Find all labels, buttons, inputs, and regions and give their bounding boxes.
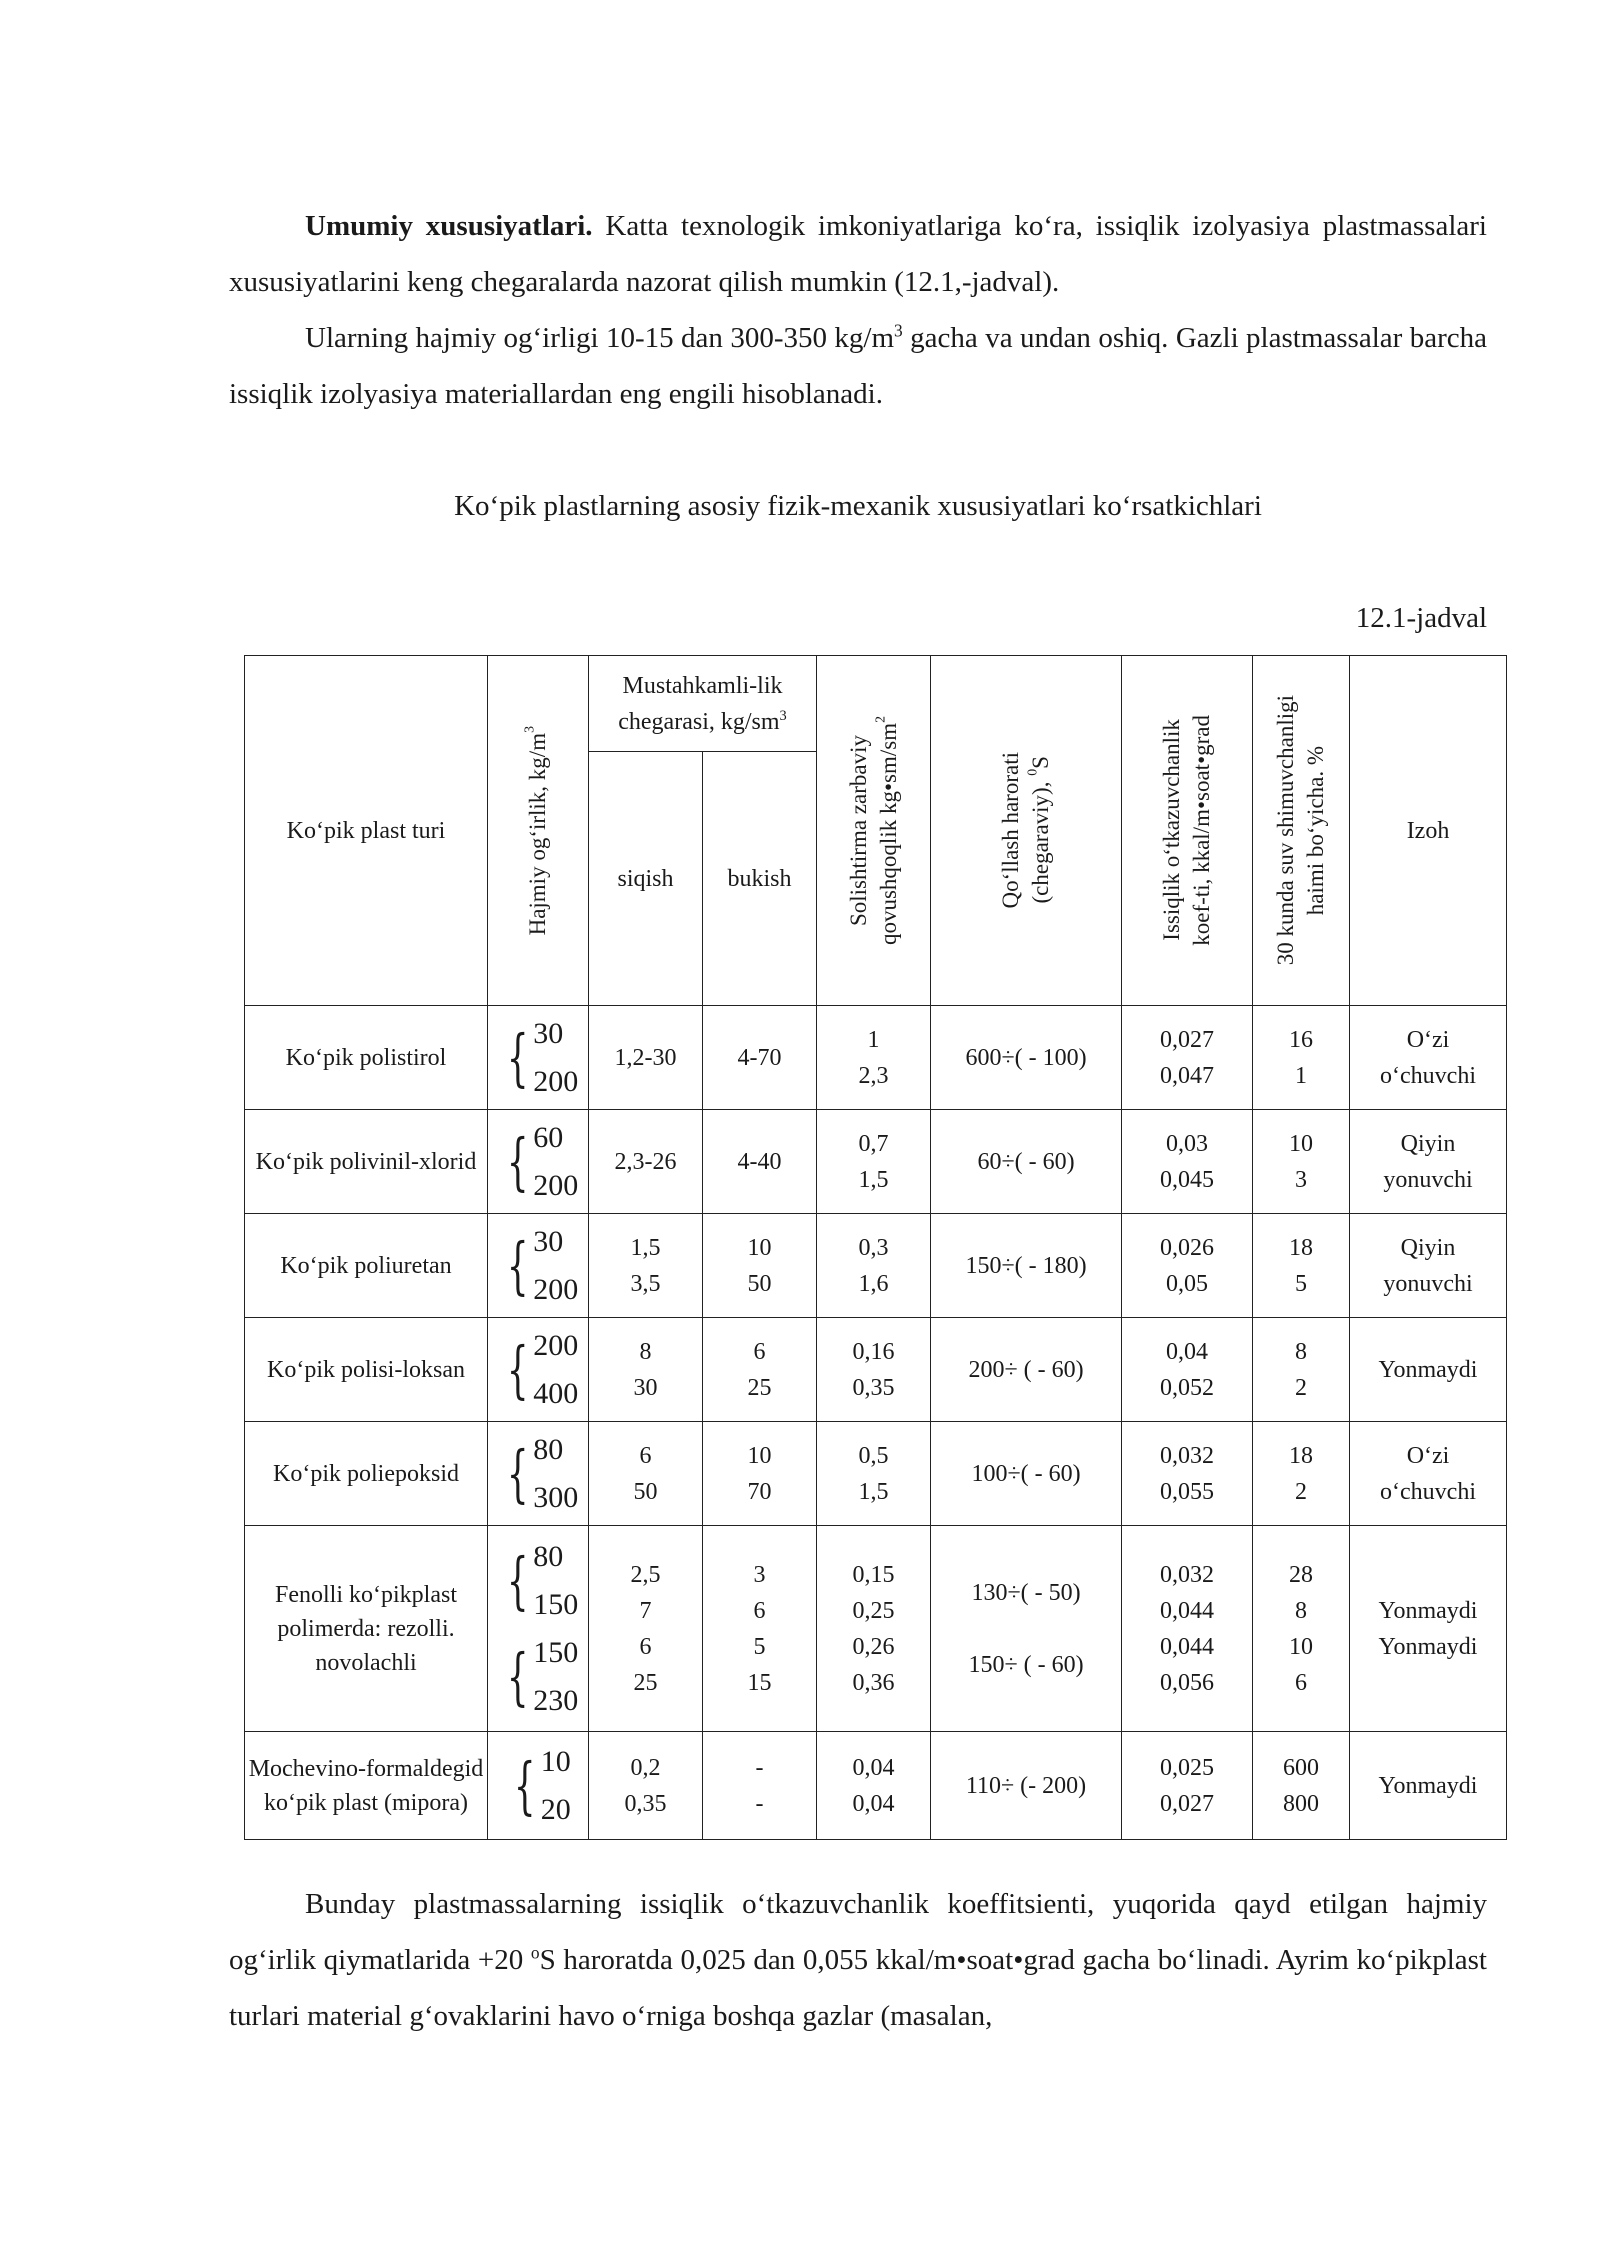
cell-compression [589,1732,703,1840]
bending-value: 3 [753,1561,766,1588]
cell-note [1350,1214,1507,1318]
water-value: 2 [1295,1374,1308,1401]
thermal-value: 0,044 [1160,1597,1215,1624]
cell-compression [589,1214,703,1318]
compression-value: 1,5 [630,1234,661,1261]
cell-impact [817,1214,931,1318]
cell-note [1350,1422,1507,1526]
density-value: 30 [533,1224,564,1258]
impact-value: 1 [867,1026,880,1053]
brace-symbol: { [506,1228,529,1302]
paragraph-general-properties [229,198,1487,310]
water-value: 18 [1289,1442,1314,1469]
cell-bending [703,1732,817,1840]
water-value: 5 [1295,1270,1308,1297]
superscript: 3 [894,320,903,341]
cell-thermal [1122,1110,1253,1214]
temp-value: 60÷( - 60) [977,1148,1075,1175]
water-value: 28 [1289,1561,1314,1588]
temp-value: 150÷ ( - 60) [968,1651,1084,1678]
header-bending: bukish [703,752,817,1006]
paragraph-conductivity [229,1876,1487,2044]
header-temperature: Qo‘llash harorati (chegaraviy), $^0$S [931,656,1122,1006]
cell-thermal [1122,1526,1253,1732]
cell-density [488,1214,589,1318]
cell-note [1350,1110,1507,1214]
cell-temp [931,1318,1122,1422]
impact-value: 1,6 [858,1270,889,1297]
header-compression: siqish [589,752,703,1006]
compression-value: 25 [633,1669,658,1696]
compression-value: 1,2-30 [614,1044,677,1071]
water-value: 8 [1295,1338,1308,1365]
impact-value: 1,5 [858,1166,889,1193]
note-value: Yonmaydi [1378,1772,1478,1799]
cell-impact [817,1422,931,1526]
note-value: Yonmaydi [1378,1597,1478,1624]
density-value: 230 [533,1683,579,1717]
cell-compression [589,1526,703,1732]
bending-value: 10 [747,1234,772,1261]
density-value: 150 [533,1587,579,1621]
cell-impact [817,1006,931,1110]
note-value: Qiyin [1400,1130,1456,1157]
water-value: 800 [1283,1790,1320,1817]
header-strength: Mustahkamli-lik chegarasi, $kg/sm^3$ [589,656,817,752]
thermal-value: 0,025 [1160,1754,1215,1781]
cell-density [488,1422,589,1526]
note-value: o‘chuvchi [1380,1062,1476,1089]
cell-impact [817,1318,931,1422]
cell-density [488,1526,589,1732]
cell-bending [703,1006,817,1110]
bending-value: 15 [747,1669,772,1696]
thermal-value: 0,044 [1160,1633,1215,1660]
brace-symbol: { [514,1748,536,1822]
header-impact: Solishtirma zarbaviy qovushqoqlik $kg•sm/sm^2$ [817,656,931,1006]
brace-symbol: { [506,1332,529,1406]
cell-compression [589,1110,703,1214]
thermal-value: 0,032 [1160,1561,1215,1588]
water-value: 8 [1295,1597,1308,1624]
density-range [488,1738,588,1834]
density-value: 10 [540,1744,571,1778]
water-value: 10 [1289,1633,1314,1660]
density-value: 200 [533,1168,579,1202]
temp-value: 150÷( - 180) [965,1252,1087,1279]
thermal-value: 0,045 [1160,1166,1215,1193]
thermal-value: 0,055 [1160,1478,1215,1505]
cell-temp [931,1006,1122,1110]
impact-value: 0,26 [852,1633,895,1660]
thermal-value: 0,04 [1166,1338,1209,1365]
bending-value: 4-40 [737,1148,782,1175]
note-value: Yonmaydi [1378,1633,1478,1660]
impact-value: 1,5 [858,1478,889,1505]
compression-value: 3,5 [630,1270,661,1297]
brace-symbol: { [506,1639,529,1713]
density-range [488,1114,588,1210]
table-body [245,1006,1507,1840]
temp-value: 200÷ ( - 60) [968,1356,1084,1383]
cell-temp [931,1110,1122,1214]
cell-note [1350,1318,1507,1422]
cell-density [488,1006,589,1110]
compression-value: 7 [639,1597,652,1624]
thermal-value: 0,047 [1160,1062,1215,1089]
water-value: 1 [1295,1062,1308,1089]
bending-value: 10 [747,1442,772,1469]
paragraph-text: gacha va undan oshiq. Gazli plastmassalar barcha issiqlik izolyasiya materiallardan eng engili hisoblanadi. [229,322,1487,410]
cell-bending [703,1318,817,1422]
impact-value: 2,3 [858,1062,889,1089]
impact-value: 0,7 [858,1130,889,1157]
cell-compression [589,1006,703,1110]
cell-temp [931,1214,1122,1318]
paragraph-text: Katta texnologik imkoniyatlariga ko‘ra, issiqlik izolyasiya plastmassalari xususiyatlarini keng chegaralarda nazorat qilish mumkin (12.1,-jadval). [229,210,1487,298]
cell-note [1350,1732,1507,1840]
table-caption: Ko‘pik plastlarning asosiy fizik-mexanik xususiyatlari ko‘rsatkichlari [454,490,1262,522]
cell-impact [817,1526,931,1732]
cell-density [488,1318,589,1422]
impact-value: 0,04 [852,1790,895,1817]
thermal-value: 0,052 [1160,1374,1215,1401]
impact-value: 0,16 [852,1338,895,1365]
cell-density [488,1732,589,1840]
water-value: 16 [1289,1026,1314,1053]
compression-value: 0,35 [624,1790,667,1817]
temp-value: 100÷( - 60) [971,1460,1081,1487]
water-value: 6 [1295,1669,1308,1696]
note-value: o‘chuvchi [1380,1478,1476,1505]
table-row [245,1318,1507,1422]
header-density: Hajmiy og‘irlik, $kg/m^3$ [488,656,589,1006]
thermal-value: 0,056 [1160,1669,1215,1696]
bending-value: 50 [747,1270,772,1297]
paragraph-text: Ularning hajmiy og‘irligi 10-15 dan 300-350 kg/m [305,322,895,354]
header-note: Izoh [1350,656,1507,1006]
water-value: 600 [1283,1754,1320,1781]
density-range [488,1010,588,1106]
cell-compression [589,1318,703,1422]
cell-water [1253,1110,1350,1214]
note-value: Qiyin [1400,1234,1456,1261]
header-thermal-conductivity: Issiqlik o‘tkazuvchanlik koef-ti, kkal/m•soat•grad [1122,656,1253,1006]
thermal-value: 0,026 [1160,1234,1215,1261]
water-value: 2 [1295,1478,1308,1505]
compression-value: 6 [639,1633,652,1660]
bending-value: 4-70 [737,1044,782,1071]
compression-value: 8 [639,1338,652,1365]
cell-thermal [1122,1422,1253,1526]
bending-value: - [755,1790,764,1817]
table-row [245,1422,1507,1526]
density-value: 30 [533,1016,564,1050]
thermal-value: 0,032 [1160,1442,1215,1469]
table-row [245,1214,1507,1318]
thermal-value: 0,03 [1166,1130,1209,1157]
compression-value: 2,3-26 [614,1148,677,1175]
density-range [488,1629,588,1725]
cell-water [1253,1526,1350,1732]
density-value: 20 [540,1792,571,1826]
impact-value: 0,25 [852,1597,895,1624]
density-value: 80 [533,1432,564,1466]
cell-bending [703,1214,817,1318]
table-row [245,1732,1507,1840]
paragraph-density [229,310,1487,422]
table-number: 12.1-jadval [1355,602,1487,634]
superscript: o [530,1942,540,1963]
cell-type: Ko‘pik polisi-loksan [245,1318,488,1422]
bending-value: - [755,1754,764,1781]
compression-value: 50 [633,1478,658,1505]
cell-bending [703,1526,817,1732]
cell-water [1253,1732,1350,1840]
cell-thermal [1122,1214,1253,1318]
paragraph-heading: Umumiy xususiyatlari. [305,210,593,242]
compression-value: 30 [633,1374,658,1401]
temp-value: 130÷( - 50) [971,1579,1081,1606]
cell-type: Fenolli ko‘pikplast polimerda: rezolli. novolachli [245,1526,488,1732]
note-value: O‘zi [1406,1442,1450,1469]
table-row [245,1110,1507,1214]
brace-symbol: { [506,1436,529,1510]
bending-value: 6 [753,1597,766,1624]
table-row [245,1006,1507,1110]
impact-value: 0,36 [852,1669,895,1696]
cell-type: Ko‘pik poliuretan [245,1214,488,1318]
header-type: Ko‘pik plast turi [245,656,488,1006]
cell-bending [703,1422,817,1526]
density-value: 80 [533,1539,564,1573]
density-range [488,1322,588,1418]
water-value: 3 [1295,1166,1308,1193]
cell-type: Mochevino-formaldegid ko‘pik plast (mipora) [245,1732,488,1840]
bending-value: 25 [747,1374,772,1401]
cell-temp [931,1422,1122,1526]
thermal-value: 0,027 [1160,1026,1215,1053]
density-value: 200 [533,1272,579,1306]
paragraph-text: S haroratda 0,025 dan 0,055 kkal/m•soat•grad gacha bo‘linadi. Ayrim ko‘pikplast turlari material g‘ovaklarini havo o‘rniga boshqa gazlar (masalan, [229,1944,1487,2032]
impact-value: 0,3 [858,1234,889,1261]
cell-temp [931,1526,1122,1732]
note-value: yonuvchi [1383,1270,1473,1297]
cell-water [1253,1318,1350,1422]
temp-value: 110÷ (- 200) [965,1772,1087,1799]
compression-value: 0,2 [630,1754,661,1781]
compression-value: 2,5 [630,1561,661,1588]
cell-type: Ko‘pik polivinil-xlorid [245,1110,488,1214]
impact-value: 0,15 [852,1561,895,1588]
impact-value: 0,04 [852,1754,895,1781]
cell-type: Ko‘pik polistirol [245,1006,488,1110]
brace-symbol: { [506,1020,529,1094]
density-range [488,1218,588,1314]
impact-value: 0,35 [852,1374,895,1401]
bending-value: 70 [747,1478,772,1505]
brace-symbol: { [506,1124,529,1198]
temp-value: 600÷( - 100) [965,1044,1087,1071]
density-value: 60 [533,1120,564,1154]
note-value: yonuvchi [1383,1166,1473,1193]
cell-impact [817,1110,931,1214]
cell-note [1350,1526,1507,1732]
density-range [488,1533,588,1629]
impact-value: 0,5 [858,1442,889,1469]
note-value: O‘zi [1406,1026,1450,1053]
cell-note [1350,1006,1507,1110]
cell-water [1253,1006,1350,1110]
cell-thermal [1122,1006,1253,1110]
cell-impact [817,1732,931,1840]
density-range [488,1426,588,1522]
cell-compression [589,1422,703,1526]
compression-value: 6 [639,1442,652,1469]
thermal-value: 0,027 [1160,1790,1215,1817]
density-value: 400 [533,1376,579,1410]
paragraph-text: Bunday plastmassalarning issiqlik o‘tkazuvchanlik koeffitsienti, yuqorida qayd etilgan hajmiy og‘irlik qiymatlarida +20 [229,1888,1487,1976]
cell-water [1253,1422,1350,1526]
water-value: 10 [1289,1130,1314,1157]
cell-bending [703,1110,817,1214]
bending-value: 5 [753,1633,766,1660]
note-value: Yonmaydi [1378,1356,1478,1383]
brace-symbol: { [506,1543,529,1617]
water-value: 18 [1289,1234,1314,1261]
cell-thermal [1122,1318,1253,1422]
density-value: 200 [533,1064,579,1098]
header-water-absorption: 30 kunda suv shimuvchanligi haimi bo‘yicha. % [1253,656,1350,1006]
cell-water [1253,1214,1350,1318]
density-value: 150 [533,1635,579,1669]
cell-type: Ko‘pik poliepoksid [245,1422,488,1526]
table-row [245,1526,1507,1732]
bending-value: 6 [753,1338,766,1365]
cell-density [488,1110,589,1214]
thermal-value: 0,05 [1166,1270,1209,1297]
density-value: 200 [533,1328,579,1362]
cell-thermal [1122,1732,1253,1840]
foam-plastics-table [244,655,1507,1840]
density-value: 300 [533,1480,579,1514]
cell-temp [931,1732,1122,1840]
